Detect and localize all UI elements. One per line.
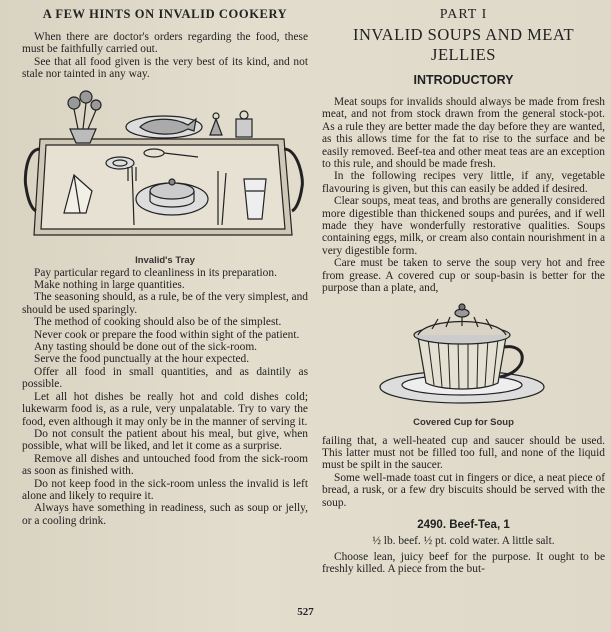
body-paragraph: Clear soups, meat teas, and broths are generally considered more digestible than thickened soups and purées, and if well made they have wonderfully restorative qualities. Soups containing eggs, milk, or cream also contain nourishment in a very digestible form. [322,195,605,257]
hints-list [22,267,308,528]
page-number: 527 [297,606,314,618]
body-paragraph: Care must be taken to serve the soup very hot and free from grease. A covered cup or soup-basin is better for the purpose than a plate, and, [322,257,605,295]
hint-paragraph: Never cook or prepare the food within sight of the patient. [34,328,300,341]
body-paragraph: Some well-made toast cut in fingers or dice, a neat piece of bread, a rusk, or a few dry biscuits should be served with the soup. [322,471,605,509]
hint-paragraph: Always have something in readiness, such as soup or jelly, or a cooling drink. [22,502,308,527]
hint-paragraph: The method of cooking should also be of the simplest. [34,316,282,329]
right-running-head: PART I [439,7,488,22]
figure-caption: Covered Cup for Soup [413,416,514,428]
serving-text [322,435,605,509]
recipe-method: Choose lean, juicy beef for the purpose. It ought to be freshly killed. A piece from the but- [322,550,605,576]
hint-paragraph: Do not keep food in the sick-room unless the invalid is left alone and likely to require it. [22,477,308,502]
body-paragraph: failing that, a well-heated cup and saucer should be used. This latter must not be filled too full, and none of the liquid must be spilt in the saucer. [322,434,605,472]
intro-paragraph: When there are doctor's orders regarding the food, these must be faithfully carried out. [22,31,308,56]
figure-caption: Invalid's Tray [135,254,195,266]
hint-paragraph: Any tasting should be done out of the sick-room. [34,341,258,354]
body-paragraph: In the following recipes very little, if any, vegetable flavouring is given, but this can easily be added if desired. [322,170,605,195]
intro-block [22,31,308,81]
covered-cup-illustration [322,299,605,417]
hint-paragraph: The seasoning should, as a rule, be of the very simplest, and should be used sparingly. [22,291,308,316]
hint-paragraph: Offer all food in small quantities, and as daintily as possible. [22,365,308,391]
intro-paragraph: See that all food given is the very best of its kind, and not stale nor tainted in any way. [22,55,308,81]
section-title: INTRODUCTORY [413,73,514,87]
left-running-head: A FEW HINTS ON INVALID COOKERY [42,7,288,21]
recipe-title: 2490. Beef-Tea, 1 [417,518,510,531]
hint-paragraph: Do not consult the patient about his meal, but give, when possible, what will be liked, and let it come as a surprise. [22,427,308,453]
hint-paragraph: Make nothing in large quantities. [34,279,185,292]
covered-cup-figure [322,299,605,435]
body-paragraph: Meat soups for invalids should always be made from fresh meat, and not from stock drawn from the general stock-pot. As a rule they are better made the day before they are wanted, as this allows time for the fat to rise to the surface and be easily removed. Beef-tea and other meat teas are an exception to this rule, and should be made fresh. [322,96,605,171]
hint-paragraph: Serve the food punctually at the hour expected. [34,353,250,366]
intro-text [322,96,605,295]
recipe-ingredients: ½ lb. beef. ½ pt. cold water. A little salt. [372,534,555,547]
hint-paragraph: Pay particular regard to cleanliness in its preparation. [34,266,277,279]
hint-paragraph: Let all hot dishes be really hot and cold dishes cold; lukewarm food is, as a rule, very unpalatable. Try to vary the food, even although it may only be in the manner of serving it. [22,390,308,428]
right-column [322,0,605,576]
invalids-tray-illustration [22,83,308,251]
left-column [22,0,308,527]
invalids-tray-figure [22,83,308,266]
chapter-title: INVALID SOUPS AND MEAT JELLIES [352,25,575,64]
hint-paragraph: Remove all dishes and untouched food from the sick-room as soon as finished with. [22,452,308,478]
